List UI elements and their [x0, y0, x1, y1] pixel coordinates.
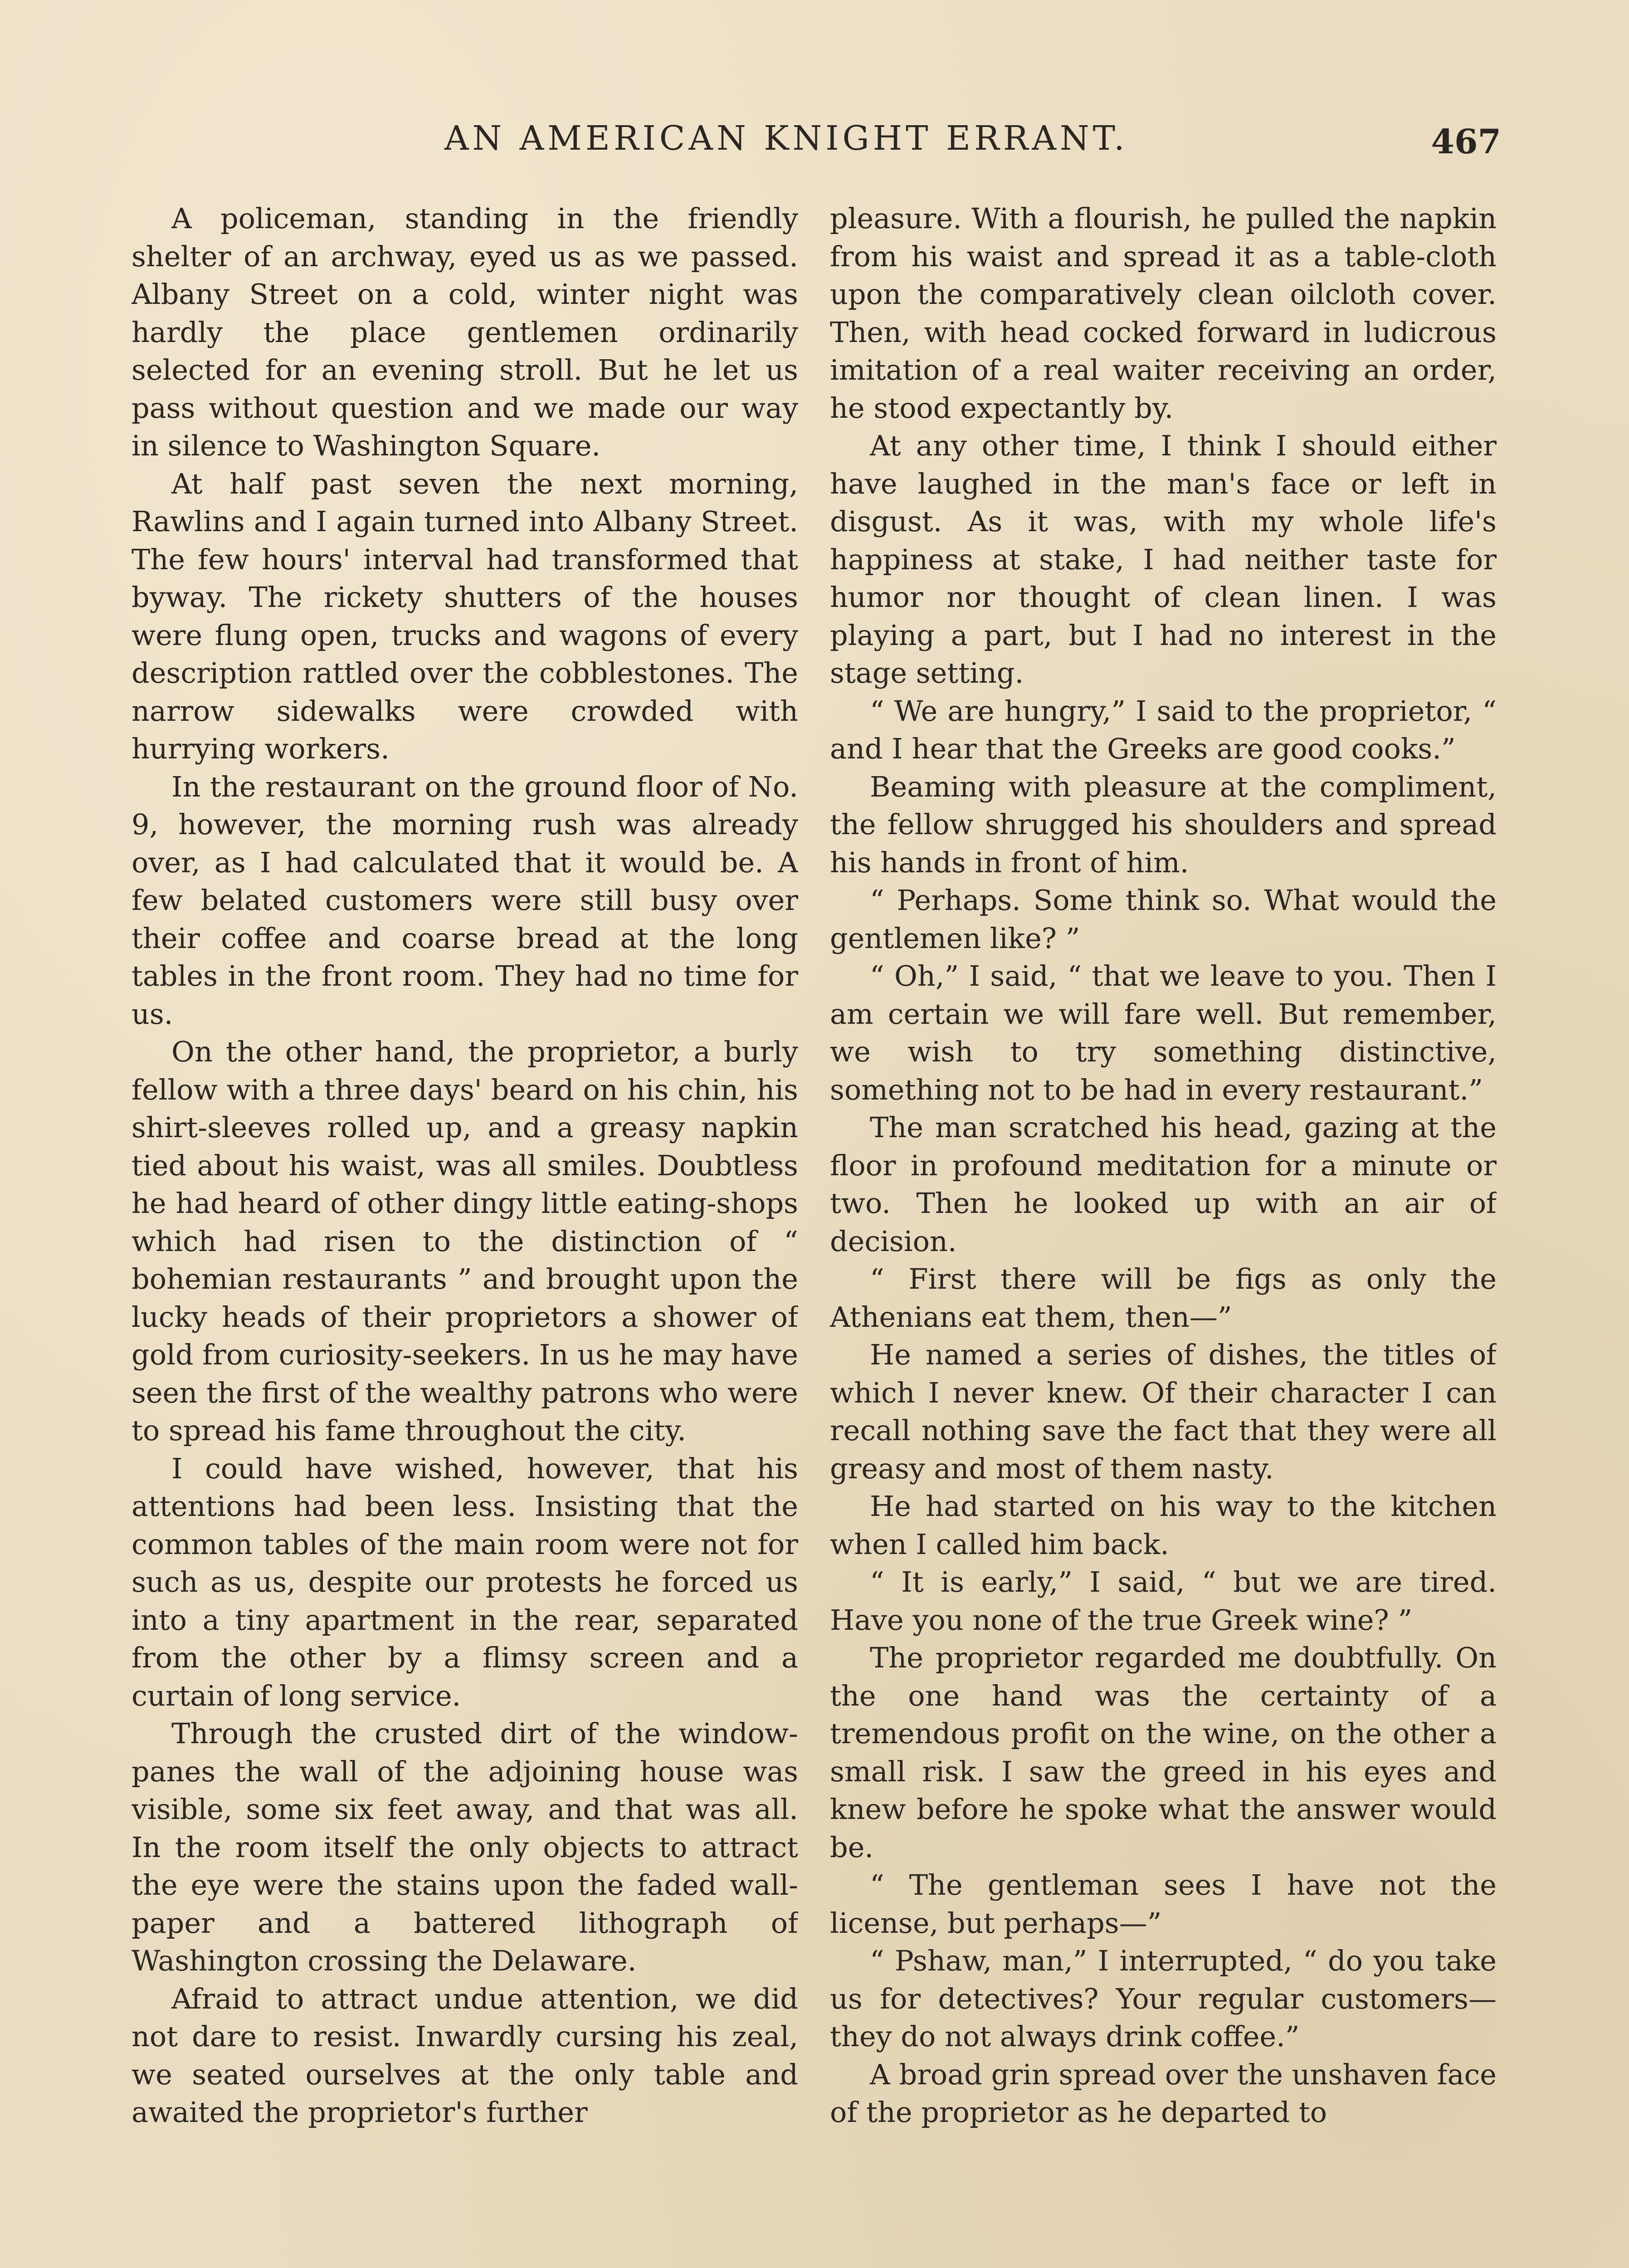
- paragraph-continued: pleasure. With a flourish, he pulled the napkin from his waist and spread it as a table-cloth upon the comparatively clean oilcloth cover. Then, with head cocked forward in ludicrous imitation of a real waiter receiving an order, he stood expectantly by.: [830, 202, 1497, 425]
- paragraph: At half past seven the next morning, Rawlins and I again turned into Albany Street. The few hours' interval had transformed that byway. The rickety shutters of the houses were flung open, trucks and wagons of every description rattled over the cobblestones. The narrow sidewalks were crowded with hurrying workers.: [132, 467, 798, 765]
- right-column: [830, 200, 1497, 2268]
- text-columns: [132, 200, 1497, 2268]
- paragraph: I could have wished, however, that his attentions had been less. Insisting that the common tables of the main room were not for such as us, despite our protests he forced us into a tiny apartment in the rear, separated from the other by a flimsy screen and a curtain of long service.: [132, 1452, 798, 1712]
- paragraph: On the other hand, the proprietor, a burly fellow with a three days' beard on his chin, his shirt-sleeves rolled up, and a greasy napkin tied about his waist, was all smiles. Doubtless he had heard of other dingy little eating-shops which had risen to the distinction of “ bohemian restaurants ” and brought upon the lucky heads of their proprietors a shower of gold from curiosity-seekers. In us he may have seen the first of the wealthy patrons who were to spread his fame throughout the city.: [132, 1035, 798, 1447]
- paragraph: He named a series of dishes, the titles of which I never knew. Of their character I can recall nothing save the fact that they were all greasy and most of them nasty.: [830, 1338, 1497, 1485]
- paragraph: “ First there will be figs as only the Athenians eat them, then—”: [830, 1262, 1497, 1334]
- paragraph: A policeman, standing in the friendly shelter of an archway, eyed us as we passed. Albany Street on a cold, winter night was hardly the place gentlemen ordinarily selected for an evening stroll. But he let us pass without question and we made our way in silence to Washington Square.: [132, 202, 798, 462]
- paragraph: “ Perhaps. Some think so. What would the gentlemen like? ”: [830, 884, 1497, 955]
- paragraph: He had started on his way to the kitchen when I called him back.: [830, 1490, 1497, 1561]
- page-number: 467: [1431, 122, 1501, 161]
- paragraph: “ Oh,” I said, “ that we leave to you. Then I am certain we will fare well. But remember, we wish to try something distinctive, something not to be had in every restaurant.”: [830, 959, 1497, 1106]
- paragraph: In the restaurant on the ground floor of No. 9, however, the morning rush was already over, as I had calculated that it would be. A few belated customers were still busy over their coffee and coarse bread at the long tables in the front room. They had no time for us.: [132, 770, 798, 1031]
- paragraph: A broad grin spread over the unshaven face of the proprietor as he departed to: [830, 2058, 1497, 2129]
- paragraph: “ Pshaw, man,” I interrupted, “ do you take us for detectives? Your regular customers—they do not always drink coffee.”: [830, 1944, 1497, 2053]
- paragraph: “ We are hungry,” I said to the proprietor, “ and I hear that the Greeks are good cooks.”: [830, 694, 1497, 765]
- paragraph: The man scratched his head, gazing at the floor in profound meditation for a minute or two. Then he looked up with an air of decision.: [830, 1111, 1497, 1258]
- paragraph: Afraid to attract undue attention, we did not dare to resist. Inwardly cursing his zeal, we seated ourselves at the only table and awaited the proprietor's further: [132, 1982, 798, 2129]
- page-header: [136, 119, 1501, 164]
- paragraph: “ The gentleman sees I have not the license, but perhaps—”: [830, 1868, 1497, 1940]
- left-column: [132, 200, 798, 2268]
- paragraph: Through the crusted dirt of the window-panes the wall of the adjoining house was visible, some six feet away, and that was all. In the room itself the only objects to attract the eye were the stains upon the faded wall-paper and a battered lithograph of Washington crossing the Delaware.: [132, 1717, 798, 1977]
- paragraph: The proprietor regarded me doubtfully. On the one hand was the certainty of a tremendous profit on the wine, on the other a small risk. I saw the greed in his eyes and knew before he spoke what the answer would be.: [830, 1641, 1497, 1864]
- paragraph: “ It is early,” I said, “ but we are tired. Have you none of the true Greek wine? ”: [830, 1565, 1497, 1637]
- paragraph: Beaming with pleasure at the compliment, the fellow shrugged his shoulders and spread his hands in front of him.: [830, 770, 1497, 879]
- paragraph: At any other time, I think I should either have laughed in the man's face or left in disgust. As it was, with my whole life's happiness at stake, I had neither taste for humor nor thought of clean linen. I was playing a part, but I had no interest in the stage setting.: [830, 429, 1497, 689]
- running-title: AN AMERICAN KNIGHT ERRANT.: [444, 119, 1128, 158]
